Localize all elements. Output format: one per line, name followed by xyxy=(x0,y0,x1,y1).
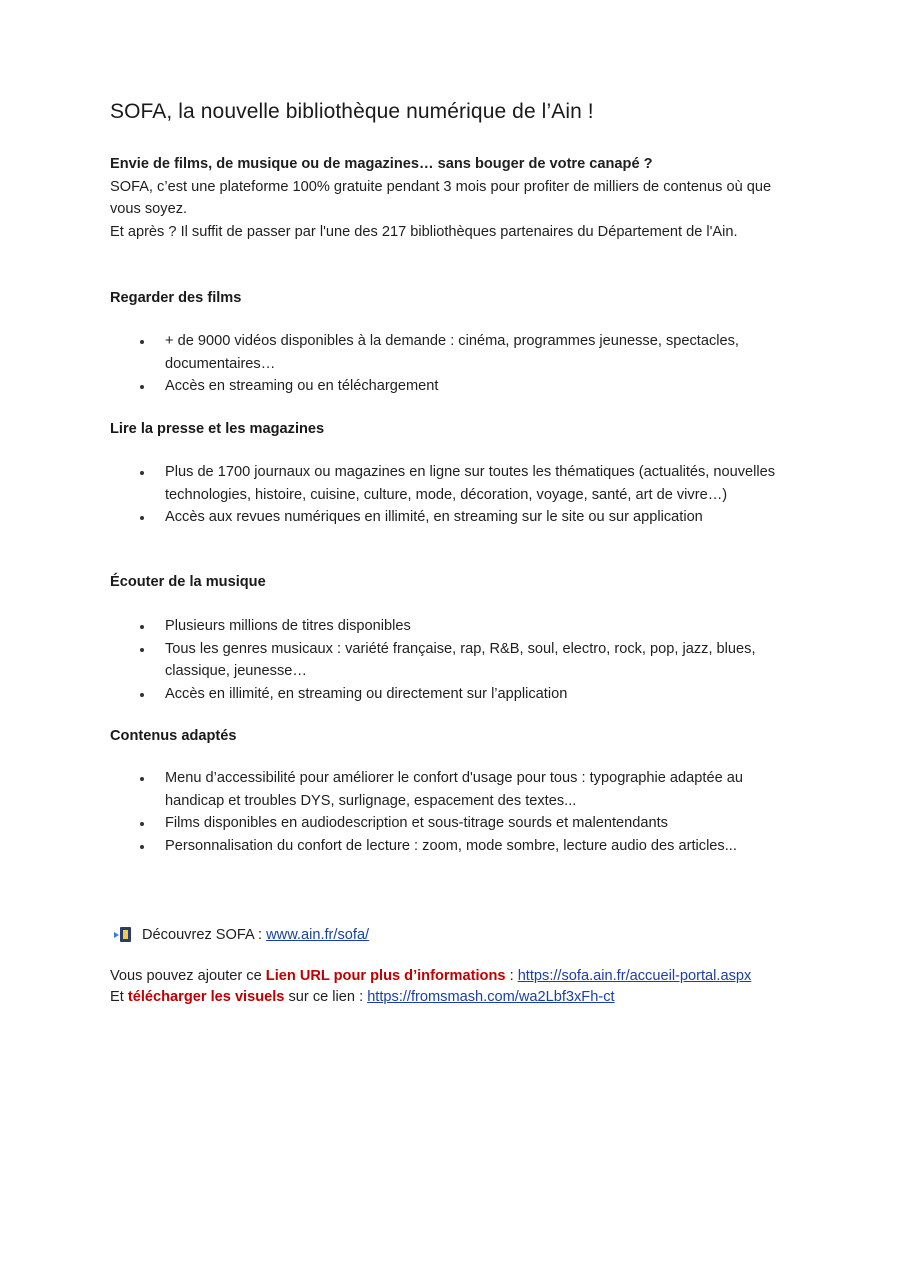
more-info-prefix: Vous pouvez ajouter ce xyxy=(110,968,262,984)
section-heading-adapted: Contenus adaptés xyxy=(110,728,237,744)
list-item: Plusieurs millions de titres disponibles xyxy=(165,615,790,638)
page-title: SOFA, la nouvelle bibliothèque numérique de l’Ain ! xyxy=(110,100,594,123)
intro-paragraph xyxy=(110,153,790,243)
download-prefix: Et xyxy=(110,989,124,1005)
intro-line-2: Et après ? Il suffit de passer par l'une des 217 bibliothèques partenaires du Département de l'Ain. xyxy=(110,223,738,240)
more-info-line xyxy=(110,966,790,987)
section-heading-films: Regarder des films xyxy=(110,290,242,306)
download-highlight: télécharger les visuels xyxy=(127,989,285,1005)
download-line xyxy=(110,987,790,1008)
ebook-icon xyxy=(116,926,132,944)
list-item: Films disponibles en audiodescription et sous-titrage sourds et malentendants xyxy=(165,812,790,835)
more-info-block xyxy=(110,966,790,1008)
list-music xyxy=(165,615,790,705)
list-adapted xyxy=(165,767,790,857)
section-heading-music: Écouter de la musique xyxy=(110,574,266,590)
download-suffix: sur ce lien : xyxy=(288,989,364,1005)
discover-label: Découvrez SOFA : xyxy=(142,927,263,943)
list-press xyxy=(165,461,790,529)
list-item: Accès en streaming ou en téléchargement xyxy=(165,375,790,398)
more-info-separator: : xyxy=(509,968,514,984)
intro-lead: Envie de films, de musique ou de magazines… sans bouger de votre canapé ? xyxy=(110,156,653,172)
sofa-site-link[interactable]: www.ain.fr/sofa/ xyxy=(266,927,370,943)
list-item: Tous les genres musicaux : variété française, rap, R&B, soul, electro, rock, pop, jazz, blues, classique, jeunesse… xyxy=(165,638,790,683)
section-heading-press: Lire la presse et les magazines xyxy=(110,421,325,437)
sofa-portal-link[interactable]: https://sofa.ain.fr/accueil-portal.aspx xyxy=(517,968,752,984)
list-item: Plus de 1700 journaux ou magazines en ligne sur toutes les thématiques (actualités, nouvelles technologies, histoire, cuisine, culture, mode, décoration, voyage, santé, art de vivre…) xyxy=(165,461,790,506)
list-item: Accès aux revues numériques en illimité, en streaming sur le site ou sur application xyxy=(165,506,790,529)
list-item: Accès en illimité, en streaming ou directement sur l’application xyxy=(165,683,790,706)
more-info-highlight: Lien URL pour plus d’informations xyxy=(265,968,506,984)
intro-line-1: SOFA, c’est une plateforme 100% gratuite pendant 3 mois pour profiter de milliers de contenus où que vous soyez. xyxy=(110,178,772,217)
discover-line xyxy=(116,924,369,946)
visuals-download-link[interactable]: https://fromsmash.com/wa2Lbf3xFh-ct xyxy=(367,989,615,1005)
list-item: + de 9000 vidéos disponibles à la demande : cinéma, programmes jeunesse, spectacles, documentaires… xyxy=(165,330,790,375)
list-films xyxy=(165,330,790,398)
list-item: Menu d’accessibilité pour améliorer le confort d'usage pour tous : typographie adaptée au handicap et troubles DYS, surlignage, espacement des textes... xyxy=(165,767,790,812)
list-item: Personnalisation du confort de lecture : zoom, mode sombre, lecture audio des articles... xyxy=(165,835,790,858)
